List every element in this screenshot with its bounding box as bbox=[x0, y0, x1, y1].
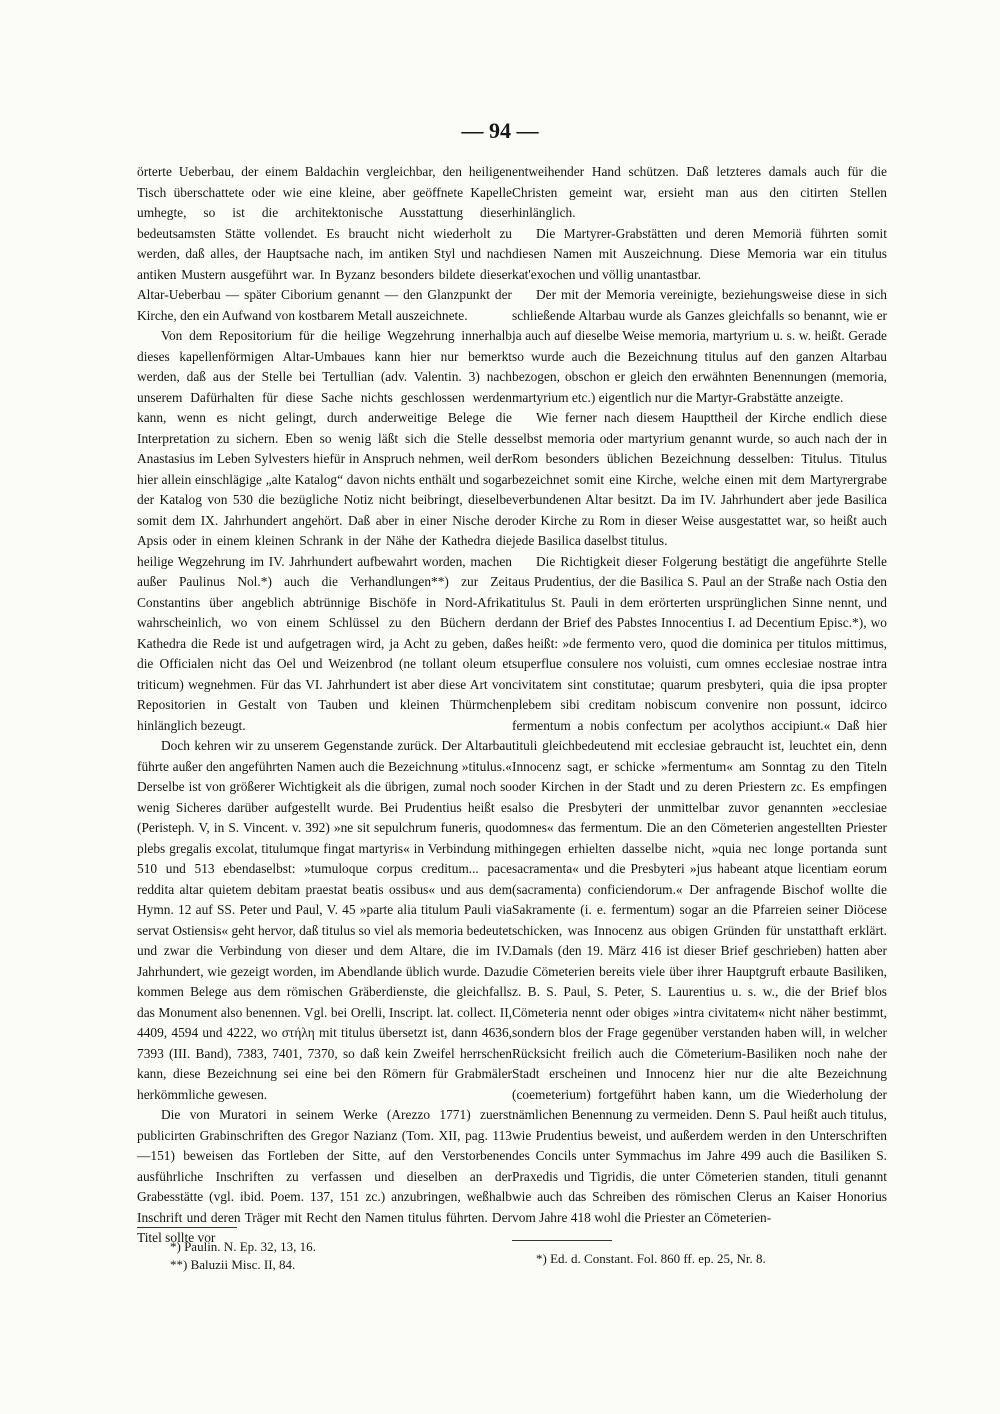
footnote: *) Ed. d. Constant. Fol. 860 ff. ep. 25, Nr. 8. bbox=[536, 1251, 766, 1266]
right-column bbox=[512, 162, 887, 1228]
left-footnotes bbox=[170, 1238, 316, 1274]
paragraph: Doch kehren wir zu unserem Gegenstande zurück. Der Altarbau führte außer den angeführten Namen auch die Bezeichnung »titulus.« Derselbe ist von größerer Wichtigkeit als die übrigen, zumal noch so wenig Sicheres darüber aufgestellt wurde. Bei Prudentius heißt es (Peristeph. V, in S. Vincent. v. 392) »ne sit sepulchrum funeris, quod plebs gregalis excolat, titulumque fingat martyris« in Verbindung mit 510 und 513 ebendaselbst: »tumuloque corpus creditum... pace reddita altar quietem debitam praestat beatis ossibus« und aus dem Hymn. 12 auf SS. Peter und Paul, V. 45 »parte alia titulum Pauli via servat Ostiensis« geht hervor, daß titulus so viel als memoria bedeutet und zwar die Verbindung von dieser und dem Altare, die im IV. Jahrhundert, wie gezeigt worden, im Abendlande üblich wurde. Dazu kommen Belege aus dem römischen Gräberdienste, die gleichfalls das Monument also benennen. Vgl. bei Orelli, Inscript. lat. collect. II, 4409, 4594 und 4222, wo στήλη mit titulus übersetzt ist, dann 4636, 7393 (III. Band), 7383, 7401, 7370, so daß kein Zweifel herrschen kann, diese Bezeichnung sei eine bei den Römern für Grabmäler herkömmliche gewesen. bbox=[137, 738, 512, 1102]
paragraph: Die Richtigkeit dieser Folgerung bestätigt die angeführte Stelle aus Prudentius, der die Basilica S. Paul an der Straße nach Ostia den titulus St. Pauli in dem erörterten ursprünglichen Sinne nennt, und dann der Brief des Pabstes Innocentius I. ad Decentium Episc.*), wo es heißt: »de fermento vero, quod die dominica per titulos mittimus, superflue consulere nos voluisti, cum omnes ecclesiae nostrae intra civitatem sint constitutae; quarum presbyteri, quia die ipsa propter plebem sibi creditam nobiscum convenire non possunt, idcirco fermentum a nobis confectum per acolythos accipiunt.« Daß hier tituli gleichbedeutend mit ecclesiae gebraucht ist, leuchtet ein, denn Innocenz sagt, er schicke »fermentum« am Sonntag zu den Titeln oder Kirchen in der Stadt und zu deren Priestern zc. Es empfingen also die Presbyteri der unmittelbar zuvor genannten »ecclesiae omnes« das fermentum. Die an den Cömeterien angestellten Priester hingegen erhielten dasselbe nicht, »quia nec longe portanda sunt sacramenta« und die Presbyteri »jus habeant atque licentiam eorum (sacramenta) conficiendorum.« Der anfragende Bischof wollte die Sakramente (i. e. fermentum) sogar an die Pfarreien seiner Diöcese schicken, was Innocenz aus obigen Gründen für unstatthaft erklärt. Damals (den 19. März 416 ist dieser Brief geschrieben) hatten aber die Cömeterien bereits viele über ihrer Hauptgruft erbaute Basiliken, z. B. S. Paul, S. Peter, S. Laurentius u. s. w., die der Brief blos Cömeteria nennt oder obiges »intra civitatem« nicht näher bestimmt, sondern blos der Frage gegenüber verstanden haben will, in welcher Rücksicht freilich auch die Cömeterium-Basiliken noch nahe der Stadt erscheinen und Innocenz hier nur die alte Bezeichnung (coemeterium) fortgeführt haben kann, um die Wiederholung der nämlichen Benennung zu vermeiden. Denn S. Paul heißt auch titulus, wie Prudentius beweist, und außerdem werden in den Unterschriften des Concils unter Symmachus im Jahre 499 auch die Basiliken S. Praxedis und Tigridis, die unter Cömeterien standen, tituli genannt wie auch das Schreiben des römischen Clerus an Kaiser Honorius vom Jahre 418 wohl die Priester an Cömeterien- bbox=[512, 553, 887, 1225]
footnote: **) Baluzii Misc. II, 84. bbox=[170, 1257, 296, 1272]
paragraph: Die von Muratori in seinem Werke (Arezzo 1771) zuerst publicirten Grabinschriften des Gregor Nazianz (Tom. XII, pag. 113—151) beweisen das Fortleben der Sitte, auf den Verstorbenen ausführliche Inschriften zu verfassen und dieselben an der Grabesstätte (vgl. ibid. Poem. 137, 151 zc.) anzubringen, weßhalb Inschrift und deren Träger mit Recht den Namen titulus führten. Der Titel sollte vor bbox=[137, 1107, 512, 1245]
paragraph: Der mit der Memoria vereinigte, beziehungsweise diese in sich schließende Altarbau wurde als Ganzes gleichfalls so benannt, wie er ja auch auf dieselbe Weise memoria, martyrium u. s. w. heißt. Gerade so wurde auch die Bezeichnung titulus auf den ganzen Altarbau bezogen, obschon er gleich den erwähnten Benennungen (memoria, martyrium etc.) eigentlich nur die Martyr-Grabstätte anzeigte. bbox=[512, 287, 887, 405]
footnote: *) Paulin. N. Ep. 32, 13, 16. bbox=[170, 1239, 316, 1254]
paragraph: Die Martyrer-Grabstätten und deren Memoriä führten somit diesen Namen mit Auszeichnung. Diese Memoria war ein titulus kat'exochen und völlig unantastbar. bbox=[512, 225, 887, 282]
right-footnotes bbox=[536, 1250, 766, 1268]
paragraph: Von dem Repositorium für die heilige Wegzehrung innerhalb dieses kapellenförmigen Altar-Umbaues kann hier nur bemerkt werden, daß aus der Stelle bei Tertullian (adv. Valentin. 3) nach unserem Dafürhalten für diese Sache nichts geschlossen werden kann, wenn es nicht gelingt, durch anderweitige Belege die Interpretation zu sichern. Eben so wenig läßt sich die Stelle des Anastasius im Leben Sylvesters hiefür in Anspruch nehmen, weil der hier allein einschlägige „alte Katalog“ davon nichts enthält und sogar der Katalog von 530 die bezügliche Notiz nicht beibringt, dieselbe somit dem IX. Jahrhundert angehört. Daß aber in einer Nische der Apsis oder in einem kleinen Schrank in der Nähe der Kathedra die heilige Wegzehrung im IV. Jahrhundert aufbewahrt worden, machen außer Paulinus Nol.*) auch die Verhandlungen**) zur Zeit Constantins über angeblich abtrünnige Bischöfe in Nord-Afrika wahrscheinlich, wo von einem Schlüssel zu den Büchern der Kathedra die Rede ist und aufgetragen wird, ja Acht zu geben, daß die Officialen nicht das Oel und Weizenbrod (ne tollant oleum et triticum) wegnehmen. Für das VI. Jahrhundert ist aber diese Art von Repositorien in Gestalt von Tauben und kleinen Thürmchen hinlänglich bezeugt. bbox=[137, 328, 512, 733]
footnote-rule bbox=[137, 1227, 237, 1228]
left-column bbox=[137, 162, 512, 1249]
paragraph: entweihender Hand schützen. Daß letzteres damals auch für die Christen gemeint war, ersieht man aus den citirten Stellen hinlänglich. bbox=[512, 164, 887, 220]
paragraph: Wie ferner nach diesem Haupttheil der Kirche endlich diese selbst memoria oder martyrium genannt wurde, so auch nach der in Rom besonders üblichen Bezeichnung desselben: Titulus. Titulus bezeichnet somit eine Kirche, welche einen mit dem Martyrergrabe verbundenen Altar besitzt. Da im IV. Jahrhundert aber jede Basilica oder Kirche zu Rom in dieser Weise ausgestattet war, so heißt auch jede Basilica daselbst titulus. bbox=[512, 410, 887, 548]
footnote-rule bbox=[512, 1240, 612, 1241]
paragraph: örterte Ueberbau, der einem Baldachin vergleichbar, den heiligen Tisch überschattete oder wie eine kleine, aber geöffnete Kapelle umhegte, so ist die architektonische Ausstattung dieser bedeutsamsten Stätte vollendet. Es braucht nicht wiederholt zu werden, daß alles, der Hauptsache nach, im antiken Styl und nach antiken Mustern ausgeführt war. In Byzanz besonders bildete dieser Altar-Ueberbau — später Ciborium genannt — den Glanzpunkt der Kirche, den ein Aufwand von kostbarem Metall auszeichnete. bbox=[137, 164, 512, 323]
page-number: — 94 — bbox=[461, 118, 539, 143]
